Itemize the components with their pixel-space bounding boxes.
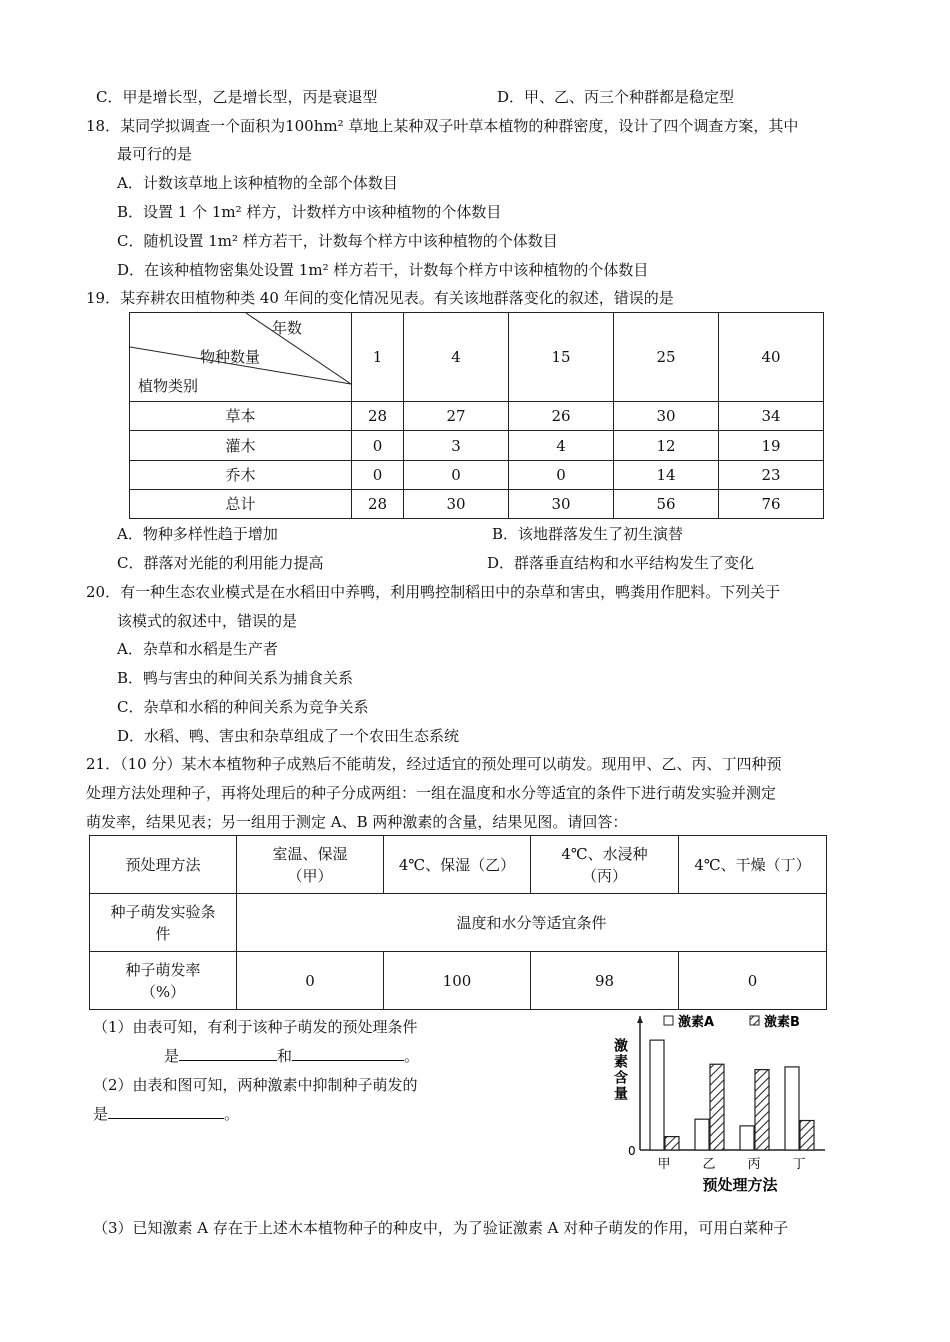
q18-option-c: C．随机设置 1m² 样方若干，计数每个样方中该种植物的个体数目 (117, 232, 558, 250)
cell: 100 (384, 952, 531, 1010)
bar-hormone-a (695, 1119, 709, 1150)
cell: 4 (509, 431, 614, 461)
cell: 0 (509, 461, 614, 490)
cell: 26 (509, 402, 614, 431)
cell: 12 (614, 431, 719, 461)
table-row (90, 952, 827, 1010)
cell: 28 (352, 490, 404, 519)
q19-option-d: D．群落垂直结构和水平结构发生了变化 (487, 554, 755, 572)
cell: 34 (719, 402, 824, 431)
table-row (90, 894, 827, 952)
cell: 23 (719, 461, 824, 490)
cell: 0 (237, 952, 384, 1010)
legend-label: 激素A (678, 1015, 715, 1030)
cell: 27 (404, 402, 509, 431)
header-line: （丙） (581, 866, 627, 885)
q21-row1-value: 温度和水分等适宜条件 (237, 894, 827, 952)
row-label: 灌木 (130, 431, 352, 461)
text: 。 (404, 1047, 420, 1065)
q20-option-a: A．杂草和水稻是生产者 (117, 640, 278, 658)
q18-option-b: B．设置 1 个 1m² 样方，计数样方中该种植物的个体数目 (117, 203, 502, 221)
legend-swatch (664, 1016, 673, 1025)
row-label: 草本 (130, 402, 352, 431)
row-label: 总计 (130, 490, 352, 519)
cell: 3 (404, 431, 509, 461)
q19-option-a: A．物种多样性趋于增加 (117, 525, 278, 543)
table-row (130, 461, 824, 490)
q21-stem: 21．（10 分）某木本植物种子成熟后不能萌发，经过适宜的预处理可以萌发。现用甲、乙、丙、丁四种预 (86, 755, 782, 773)
chart-bars (650, 1040, 814, 1150)
q19-corner-year: 年数 (272, 319, 303, 337)
cell: 28 (352, 402, 404, 431)
answer-blank-1[interactable] (179, 1046, 277, 1061)
q20-stem: 20．有一种生态农业模式是在水稻田中养鸭，利用鸭控制稻田中的杂草和害虫，鸭粪用作肥料。下列关于 (86, 583, 781, 601)
cell: 0 (352, 431, 404, 461)
table-row (130, 431, 824, 461)
q21-sub2-answer (93, 1104, 239, 1124)
header-line: 4℃、水浸种 (561, 844, 648, 863)
table-row (90, 836, 827, 894)
q21-header-label: 预处理方法 (90, 836, 237, 894)
cell: 56 (614, 490, 719, 519)
q21-stem-cont: 处理方法处理种子，再将处理后的种子分成两组：一组在温度和水分等适宜的条件下进行萌发实验并测定 (86, 784, 777, 802)
answer-blank-2[interactable] (292, 1046, 404, 1061)
text: 。 (224, 1105, 240, 1123)
q19-year-4: 4 (404, 313, 509, 402)
label-line: （%） (140, 982, 186, 1001)
q19-corner-cell (130, 313, 352, 402)
q19-corner-type: 植物类别 (138, 377, 199, 395)
y-axis-label: 激素含量 (612, 1038, 628, 1102)
legend-label: 激素B (764, 1015, 800, 1030)
hormone-bar-chart (600, 1008, 840, 1198)
q21-sub3: （3）已知激素 A 存在于上述木本植物种子的种皮中，为了验证激素 A 对种子萌发的作用，可用白菜种子 (93, 1219, 789, 1237)
header-line: （甲） (287, 866, 333, 885)
y-axis-arrow (637, 1016, 643, 1023)
q21-table (89, 835, 826, 1010)
cell: 30 (614, 402, 719, 431)
cell: 76 (719, 490, 824, 519)
q19-stem: 19．某弃耕农田植物种类 40 年间的变化情况见表。有关该地群落变化的叙述，错误的是 (86, 289, 674, 307)
text: 是 (164, 1047, 180, 1065)
q19-year-15: 15 (509, 313, 614, 402)
q20-option-d: D．水稻、鸭、害虫和杂草组成了一个农田生态系统 (117, 727, 460, 745)
legend (664, 1014, 800, 1030)
text: 是 (93, 1105, 109, 1123)
x-axis-label: 预处理方法 (702, 1176, 778, 1194)
q20-option-b: B．鸭与害虫的种间关系为捕食关系 (117, 669, 354, 687)
cell: 0 (352, 461, 404, 490)
q18-option-a: A．计数该草地上该种植物的全部个体数目 (117, 174, 398, 192)
bar-hormone-a (650, 1040, 664, 1150)
q18-option-d: D．在该种植物密集处设置 1m² 样方若干，计数每个样方中该种植物的个体数目 (117, 261, 649, 279)
answer-blank-3[interactable] (108, 1104, 224, 1119)
text: 和 (277, 1047, 293, 1065)
cell: 0 (679, 952, 827, 1010)
label-line: 件 (155, 924, 171, 943)
bar-hormone-b (800, 1121, 814, 1150)
q19-corner-count: 物种数量 (200, 348, 261, 366)
q21-header-bing (531, 836, 679, 894)
cell: 19 (719, 431, 824, 461)
label-line: 种子萌发率 (125, 960, 201, 979)
q19-option-c: C．群落对光能的利用能力提高 (117, 554, 324, 572)
q21-row1-label (90, 894, 237, 952)
q19-year-25: 25 (614, 313, 719, 402)
cell: 30 (509, 490, 614, 519)
category-label: 乙 (702, 1157, 716, 1172)
q19-option-b: B．该地群落发生了初生演替 (492, 525, 684, 543)
label-line: 种子萌发实验条 (110, 902, 216, 921)
q20-option-c: C．杂草和水稻的种间关系为竞争关系 (117, 698, 369, 716)
table-row (130, 490, 824, 519)
q18-stem: 18．某同学拟调查一个面积为100hm² 草地上某种双子叶草本植物的种群密度，设计了四个调查方案，其中 (86, 117, 799, 135)
category-label: 丙 (747, 1157, 761, 1172)
q21-sub1-answer (164, 1046, 419, 1066)
q20-stem-cont: 该模式的叙述中，错误的是 (117, 612, 298, 630)
q21-header-yi: 4℃、保湿（乙） (384, 836, 531, 894)
cell: 30 (404, 490, 509, 519)
legend-swatch (750, 1016, 759, 1025)
q21-header-ding: 4℃、干燥（丁） (679, 836, 827, 894)
q18-stem-cont: 最可行的是 (117, 145, 193, 163)
row-label: 乔木 (130, 461, 352, 490)
origin-label: 0 (628, 1144, 636, 1158)
q21-stem-cont2: 萌发率，结果见表；另一组用于测定 A、B 两种激素的含量，结果见图。请回答： (86, 813, 628, 831)
q21-sub2: （2）由表和图可知，两种激素中抑制种子萌发的 (93, 1076, 418, 1094)
table-row (130, 402, 824, 431)
bar-hormone-a (740, 1126, 754, 1150)
bar-hormone-b (755, 1070, 769, 1150)
category-label: 甲 (657, 1157, 671, 1172)
category-label: 丁 (792, 1157, 806, 1172)
chart-labels (612, 1014, 806, 1194)
q21-sub1: （1）由表可知，有利于该种子萌发的预处理条件 (93, 1018, 418, 1036)
q19-year-40: 40 (719, 313, 824, 402)
bar-hormone-a (785, 1067, 799, 1150)
cell: 14 (614, 461, 719, 490)
bar-hormone-b (665, 1137, 679, 1150)
q21-header-jia (237, 836, 384, 894)
q17-option-d: D．甲、乙、丙三个种群都是稳定型 (497, 88, 735, 106)
header-line: 室温、保湿 (272, 844, 348, 863)
cell: 0 (404, 461, 509, 490)
cell: 98 (531, 952, 679, 1010)
q21-row2-label (90, 952, 237, 1010)
q19-table (129, 312, 823, 518)
q19-year-1: 1 (352, 313, 404, 402)
bar-hormone-b (710, 1064, 724, 1150)
q17-option-c: C．甲是增长型，乙是增长型，丙是衰退型 (96, 88, 378, 106)
